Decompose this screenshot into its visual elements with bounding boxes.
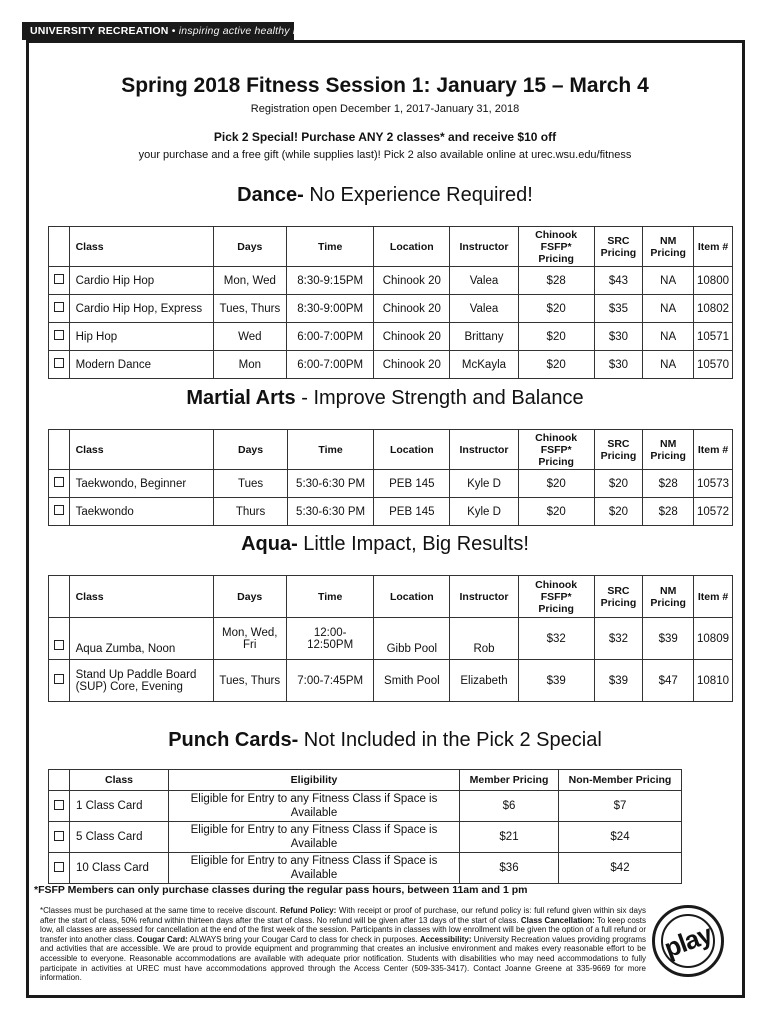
dance-heading (0, 184, 770, 207)
class-location: Smith Pool (374, 660, 450, 702)
class-time: 5:30-6:30 PM (287, 498, 374, 526)
class-location: Gibb Pool (374, 618, 450, 660)
banner-separator: • (171, 25, 176, 37)
col-instructor: Instructor (450, 576, 518, 618)
checkbox-header (49, 576, 70, 618)
card-eligibility-line2: Available (290, 807, 338, 819)
class-days (213, 618, 286, 660)
fsfp-note: *FSFP Members can only purchase classes during the regular pass hours, between 11am and 1 pm (34, 884, 528, 896)
col-time: Time (287, 430, 374, 470)
class-src-price: $43 (594, 267, 643, 295)
aqua-table (48, 575, 733, 702)
registration-dates: Registration open December 1, 2017-January 31, 2018 (250, 103, 520, 115)
banner-org: UNIVERSITY RECREATION (30, 25, 169, 37)
class-checkbox[interactable] (49, 351, 70, 379)
class-instructor: Valea (450, 295, 518, 323)
class-time: 7:00-7:45PM (286, 660, 373, 702)
card-eligibility (169, 822, 460, 853)
class-item-number: 10573 (694, 470, 733, 498)
class-time: 6:00-7:00PM (287, 323, 374, 351)
class-days-line1: Mon, Wed, (222, 626, 278, 639)
class-days-line2: Fri (243, 638, 257, 651)
refund-policy-text: With receipt or proof of purchase, our refund policy is: full refund given within six days after the start of class, 50% refund within thirteen days after the start of class. No refund will be given after 13 days of the start of class. (40, 906, 646, 925)
class-location: PEB 145 (374, 470, 450, 498)
col-location: Location (374, 576, 450, 618)
checkbox-header (49, 227, 70, 267)
table-row (49, 498, 733, 526)
class-instructor: Kyle D (450, 470, 518, 498)
class-time-line2: 12:50PM (307, 638, 354, 651)
punch-heading-bold: Punch Cards- (168, 729, 299, 751)
class-instructor: Rob (450, 618, 518, 660)
accessibility-label: Accessibility: (419, 934, 472, 944)
col-chinook-line2: FSFP* Pricing (538, 240, 574, 265)
class-location: Chinook 20 (374, 267, 450, 295)
card-eligibility-line2: Available (290, 838, 338, 850)
class-chinook-price: $39 (518, 660, 594, 702)
col-chinook (518, 430, 594, 470)
col-src-line1: SRC (607, 234, 630, 247)
class-nm-price: NA (643, 351, 694, 379)
fine-print-intro: *Classes must be purchased at the same time to receive discount. (40, 906, 281, 915)
card-name: 10 Class Card (70, 853, 169, 884)
class-src-price: $32 (594, 618, 643, 660)
class-nm-price: NA (643, 323, 694, 351)
col-nm-line2: Pricing (650, 596, 686, 609)
class-item-number: 10572 (694, 498, 733, 526)
col-instructor: Instructor (450, 430, 518, 470)
class-days: Mon, Wed (213, 267, 286, 295)
class-checkbox[interactable] (49, 267, 70, 295)
aqua-heading-bold: Aqua- (241, 533, 298, 555)
col-location: Location (374, 430, 450, 470)
col-days: Days (213, 576, 286, 618)
class-chinook-price: $20 (518, 323, 594, 351)
class-chinook-price: $20 (518, 498, 594, 526)
martial-arts-heading (0, 387, 770, 410)
class-checkbox[interactable] (49, 323, 70, 351)
col-chinook-line1: Chinook (535, 431, 578, 444)
col-item: Item # (694, 430, 733, 470)
col-time: Time (287, 227, 374, 267)
card-name: 5 Class Card (70, 822, 169, 853)
class-time: 5:30-6:30 PM (287, 470, 374, 498)
class-time (286, 618, 373, 660)
class-days: Wed (213, 323, 286, 351)
cancellation-text: To keep costs low, all classes are assessed for cancellation at the end of the first week of the session. Participants in classes with low enrollment will be given the option of a full refund or transfer into another class. (40, 915, 646, 944)
dance-heading-rest: No Experience Required! (303, 184, 533, 206)
aqua-heading (0, 533, 770, 556)
class-location: Chinook 20 (374, 323, 450, 351)
play-logo-icon (652, 905, 724, 977)
promo-headline: Pick 2 Special! Purchase ANY 2 classes* and receive $10 off (213, 130, 557, 144)
cougar-card-text: ALWAYS bring your Cougar Card to class for check in purposes. (187, 934, 420, 944)
col-time: Time (286, 576, 373, 618)
fine-print (40, 906, 646, 983)
class-checkbox[interactable] (49, 618, 70, 660)
class-nm-price: $28 (643, 470, 694, 498)
class-src-price: $39 (594, 660, 643, 702)
class-time: 6:00-7:00PM (287, 351, 374, 379)
class-item-number: 10802 (694, 295, 733, 323)
checkbox-header (49, 770, 70, 791)
class-checkbox[interactable] (49, 498, 70, 526)
class-time: 8:30-9:00PM (287, 295, 374, 323)
col-src-line2: Pricing (600, 449, 637, 462)
table-header-row (49, 576, 733, 618)
card-member-price: $36 (460, 853, 559, 884)
class-name (69, 660, 213, 702)
class-item-number: 10809 (694, 618, 733, 660)
class-instructor: Valea (450, 267, 518, 295)
class-days: Thurs (214, 498, 287, 526)
class-src-price: $20 (594, 498, 643, 526)
table-row (49, 267, 733, 295)
col-nm-line1: NM (659, 437, 677, 450)
class-nm-price: $28 (643, 498, 694, 526)
class-checkbox[interactable] (49, 660, 70, 702)
col-chinook (518, 576, 594, 618)
col-nm-line2: Pricing (650, 246, 686, 259)
col-chinook-line2: FSFP* Pricing (538, 443, 574, 468)
card-nonmember-price: $7 (559, 791, 682, 822)
accessibility-text: University Recreation values providing programs and activities that are accessible. We are proud to provide equipment and programming that creates an inclusive environment and makes every reasonable effort to be accessible to everyone. Reasonable accommodations are available with adequate prior notification. Students with disabilities who may need accommodations to fully participate in activities at UREC must have accommodations approved through the Access Center (509-335-3417). Contact Joanne Greene at 335-9669 for more information. (40, 934, 647, 983)
class-src-price: $30 (594, 323, 643, 351)
table-header-row (49, 227, 733, 267)
card-name: 1 Class Card (70, 791, 169, 822)
class-item-number: 10570 (694, 351, 733, 379)
class-name: Cardio Hip Hop (69, 267, 213, 295)
class-location: PEB 145 (374, 498, 450, 526)
table-row (49, 295, 733, 323)
col-src-line2: Pricing (600, 246, 637, 259)
card-nonmember-price: $42 (559, 853, 682, 884)
class-chinook-price: $32 (518, 618, 594, 660)
card-eligibility (169, 853, 460, 884)
col-item: Item # (694, 227, 733, 267)
col-chinook (518, 227, 594, 267)
class-name: Aqua Zumba, Noon (69, 618, 213, 660)
col-src (594, 430, 643, 470)
card-member-price: $6 (460, 791, 559, 822)
col-nm (643, 227, 694, 267)
class-nm-price: $47 (643, 660, 694, 702)
cougar-card-label: Cougar Card: (136, 934, 188, 944)
col-chinook-line1: Chinook (535, 578, 578, 591)
col-eligibility: Eligibility (169, 770, 460, 791)
class-name-line2: (SUP) Core, Evening (75, 680, 183, 693)
class-checkbox[interactable] (49, 470, 70, 498)
class-item-number: 10571 (694, 323, 733, 351)
class-nm-price: NA (643, 295, 694, 323)
checkbox-header (49, 430, 70, 470)
dance-heading-bold: Dance- (237, 184, 304, 206)
col-member-pricing: Member Pricing (460, 770, 559, 791)
table-row (49, 323, 733, 351)
class-name: Taekwondo, Beginner (69, 470, 214, 498)
table-row (49, 660, 733, 702)
class-checkbox[interactable] (49, 295, 70, 323)
card-eligibility-line1: Eligible for Entry to any Fitness Class if Space is (190, 824, 438, 836)
refund-policy-label: Refund Policy: (280, 906, 337, 915)
col-src-line1: SRC (607, 584, 630, 597)
col-chinook-line1: Chinook (535, 228, 578, 241)
card-checkbox[interactable] (49, 853, 70, 884)
punch-heading-rest: Not Included in the Pick 2 Special (298, 729, 602, 751)
table-row (49, 470, 733, 498)
class-src-price: $35 (594, 295, 643, 323)
punch-cards-heading (0, 729, 770, 752)
table-row (49, 853, 682, 884)
col-nm-line1: NM (659, 234, 677, 247)
class-instructor: Brittany (450, 323, 518, 351)
col-nonmember-pricing: Non-Member Pricing (559, 770, 682, 791)
page-title: Spring 2018 Fitness Session 1: January 15 – March 4 (121, 74, 649, 97)
card-member-price: $21 (460, 822, 559, 853)
martial-heading-bold: Martial Arts (186, 387, 296, 409)
col-days: Days (213, 227, 286, 267)
col-class: Class (69, 430, 214, 470)
col-instructor: Instructor (450, 227, 518, 267)
class-days: Tues, Thurs (213, 295, 286, 323)
dance-table (48, 226, 733, 379)
class-name-line1: Stand Up Paddle Board (75, 668, 197, 681)
class-chinook-price: $20 (518, 351, 594, 379)
col-nm (643, 430, 694, 470)
class-location: Chinook 20 (374, 295, 450, 323)
class-src-price: $30 (594, 351, 643, 379)
col-item: Item # (694, 576, 733, 618)
class-instructor: Elizabeth (450, 660, 518, 702)
martial-arts-table (48, 429, 733, 526)
col-days: Days (214, 430, 287, 470)
col-location: Location (374, 227, 450, 267)
card-eligibility-line1: Eligible for Entry to any Fitness Class if Space is (190, 855, 438, 867)
class-item-number: 10810 (694, 660, 733, 702)
col-class: Class (69, 227, 213, 267)
table-header-row (49, 430, 733, 470)
card-checkbox[interactable] (49, 822, 70, 853)
play-logo-text: play (660, 918, 716, 964)
col-src (594, 227, 643, 267)
table-row (49, 822, 682, 853)
banner-tagline: inspiring active healthy living (178, 25, 318, 37)
class-instructor: Kyle D (450, 498, 518, 526)
col-class: Class (70, 770, 169, 791)
class-instructor: McKayla (450, 351, 518, 379)
col-src (594, 576, 643, 618)
class-days: Tues, Thurs (213, 660, 286, 702)
punch-cards-table (48, 769, 682, 884)
card-nonmember-price: $24 (559, 822, 682, 853)
class-chinook-price: $20 (518, 295, 594, 323)
col-nm-line1: NM (659, 584, 677, 597)
header-banner (22, 22, 318, 40)
col-src-line1: SRC (607, 437, 630, 450)
martial-heading-rest: - Improve Strength and Balance (295, 387, 584, 409)
class-chinook-price: $28 (518, 267, 594, 295)
card-eligibility (169, 791, 460, 822)
class-location: Chinook 20 (374, 351, 450, 379)
class-name: Hip Hop (69, 323, 213, 351)
col-nm-line2: Pricing (650, 449, 686, 462)
cancellation-label: Class Cancellation: (520, 915, 595, 925)
class-name: Cardio Hip Hop, Express (69, 295, 213, 323)
class-nm-price: NA (643, 267, 694, 295)
card-checkbox[interactable] (49, 791, 70, 822)
promo-detail: your purchase and a free gift (while supplies last)! Pick 2 also available online at urec.wsu.edu/fitness (138, 149, 632, 161)
col-src-line2: Pricing (600, 596, 637, 609)
class-src-price: $20 (594, 470, 643, 498)
class-days: Tues (214, 470, 287, 498)
col-class: Class (69, 576, 213, 618)
card-eligibility-line2: Available (290, 869, 338, 881)
class-chinook-price: $20 (518, 470, 594, 498)
table-row (49, 618, 733, 660)
class-days: Mon (213, 351, 286, 379)
table-header-row (49, 770, 682, 791)
class-time: 8:30-9:15PM (287, 267, 374, 295)
aqua-heading-rest: Little Impact, Big Results! (297, 533, 529, 555)
class-time-line1: 12:00- (313, 626, 347, 639)
card-eligibility-line1: Eligible for Entry to any Fitness Class if Space is (190, 793, 438, 805)
class-name: Modern Dance (69, 351, 213, 379)
class-item-number: 10800 (694, 267, 733, 295)
class-nm-price: $39 (643, 618, 694, 660)
table-row (49, 791, 682, 822)
col-chinook-line2: FSFP* Pricing (538, 590, 574, 615)
class-name: Taekwondo (69, 498, 214, 526)
table-row (49, 351, 733, 379)
col-nm (643, 576, 694, 618)
